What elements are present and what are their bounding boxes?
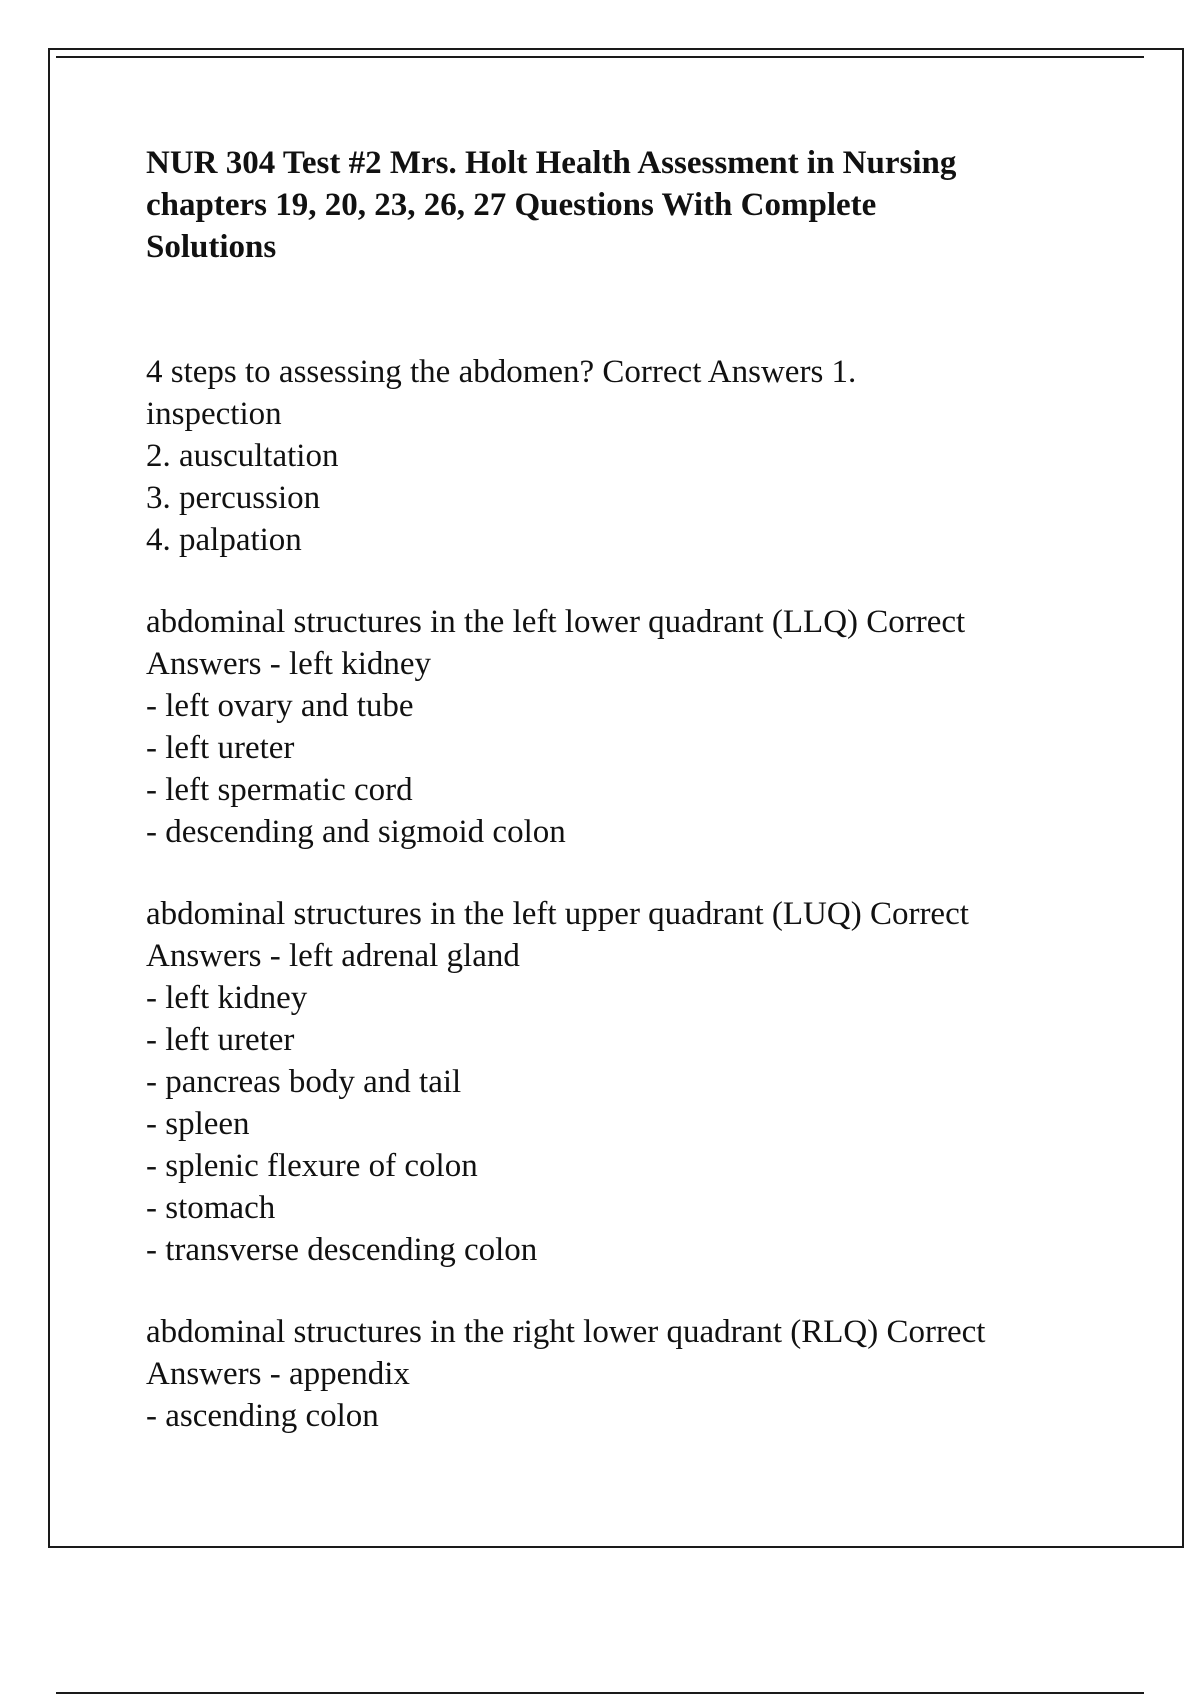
qa-line: inspection xyxy=(146,396,282,432)
document-body xyxy=(146,142,1106,1477)
qa-line: - descending and sigmoid colon xyxy=(146,814,566,850)
qa-line: - transverse descending colon xyxy=(146,1232,538,1268)
qa-line: abdominal structures in the left upper quadrant (LUQ) Correct xyxy=(146,896,969,932)
qa-line: - left ovary and tube xyxy=(146,688,414,724)
qa-line: - left kidney xyxy=(146,980,308,1016)
title-line: NUR 304 Test #2 Mrs. Holt Health Assessment in Nursing xyxy=(146,145,957,181)
qa-line: - left ureter xyxy=(146,1022,295,1058)
qa-list xyxy=(146,351,1106,1437)
title-line: chapters 19, 20, 23, 26, 27 Questions With Complete xyxy=(146,187,877,223)
qa-item-abdomen-steps xyxy=(146,351,1106,561)
qa-item-rlq xyxy=(146,1311,1106,1437)
qa-line: Answers - appendix xyxy=(146,1356,410,1392)
qa-line: 4. palpation xyxy=(146,522,302,558)
qa-line: - pancreas body and tail xyxy=(146,1064,462,1100)
qa-line: 4 steps to assessing the abdomen? Correct Answers 1. xyxy=(146,354,857,390)
qa-line: 2. auscultation xyxy=(146,438,339,474)
qa-item-llq xyxy=(146,601,1106,853)
qa-line: - left ureter xyxy=(146,730,295,766)
qa-line: - spleen xyxy=(146,1106,250,1142)
title-line: Solutions xyxy=(146,229,277,265)
qa-line: abdominal structures in the left lower quadrant (LLQ) Correct xyxy=(146,604,966,640)
document-title xyxy=(146,142,1106,268)
qa-line: - stomach xyxy=(146,1190,276,1226)
qa-line: Answers - left adrenal gland xyxy=(146,938,520,974)
bottom-rule xyxy=(56,1692,1144,1694)
qa-item-luq xyxy=(146,893,1106,1271)
qa-line: Answers - left kidney xyxy=(146,646,432,682)
qa-line: abdominal structures in the right lower quadrant (RLQ) Correct xyxy=(146,1314,986,1350)
qa-line: 3. percussion xyxy=(146,480,321,516)
qa-line: - ascending colon xyxy=(146,1398,379,1434)
top-rule xyxy=(56,56,1144,58)
qa-line: - left spermatic cord xyxy=(146,772,413,808)
qa-line: - splenic flexure of colon xyxy=(146,1148,478,1184)
